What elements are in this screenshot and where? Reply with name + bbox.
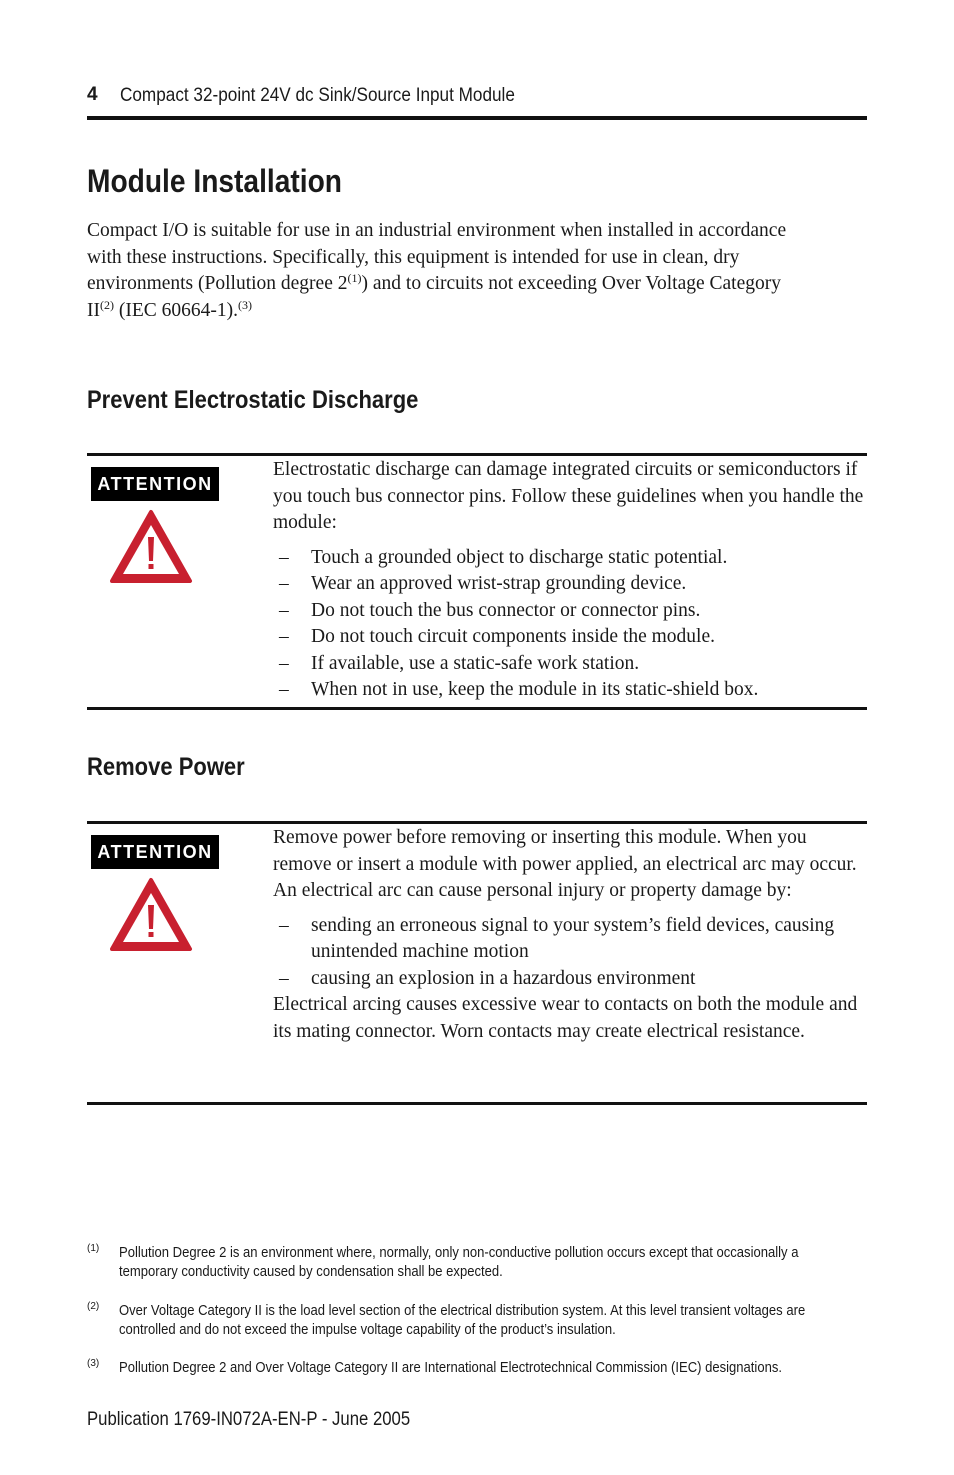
footnote-ref[interactable]: (1) [347, 271, 362, 285]
page-number: 4 [87, 84, 98, 105]
footnote-text: Pollution Degree 2 is an environment where, normally, only non-conductive pollution occurs except that occasionally a [119, 1245, 799, 1261]
page-header [87, 80, 866, 120]
power-attention-box [87, 821, 867, 1105]
intro-text: II [87, 299, 100, 321]
footnote [87, 1359, 867, 1378]
list-item-text: sending an erroneous signal to your system’s field devices, causing unintended machine motion [311, 914, 835, 962]
list-item-text: Do not touch the bus connector or connector pins. [311, 599, 701, 621]
list-item-text: causing an explosion in a hazardous environment [311, 967, 696, 989]
intro-text: environments (Pollution degree 2 [87, 273, 348, 294]
header-rule [87, 116, 867, 120]
power-text [273, 825, 867, 1045]
list-item [273, 913, 867, 966]
dash-bullet: – [279, 652, 289, 674]
esd-intro: Electrostatic discharge can damage integrated circuits or semiconductors if you touch bus connector pins. Follow these guidelines when you handle the module: [273, 459, 864, 533]
remove-power-heading: Remove Power [87, 753, 245, 781]
intro-line: Compact I/O is suitable for use in an industrial environment when installed in accordance [87, 220, 787, 241]
power-intro: Remove power before removing or inserting this module. When you remove or insert a module with power applied, an electrical arc may occur. An electrical arc can cause personal injury or property damage by: [273, 827, 857, 901]
dash-bullet: – [279, 967, 289, 989]
footnote-text: Over Voltage Category II is the load level section of the electrical distribution system. At this level transient voltages are [119, 1303, 806, 1319]
warning-triangle-icon [109, 508, 193, 584]
list-item-text: Wear an approved wrist-strap grounding device. [311, 573, 687, 594]
intro-line [87, 271, 867, 298]
intro-line: with these instructions. Specifically, this equipment is intended for use in clean, dry [87, 246, 740, 268]
attention-badge: ATTENTION [91, 467, 219, 501]
attention-badge: ATTENTION [91, 835, 219, 869]
footnote-mark: (2) [87, 1301, 100, 1312]
dash-bullet: – [279, 679, 289, 700]
list-item [273, 598, 867, 625]
list-item-text: Touch a grounded object to discharge static potential. [311, 546, 728, 568]
footnote [87, 1244, 867, 1282]
esd-heading: Prevent Electrostatic Discharge [87, 386, 419, 414]
intro-paragraph [87, 218, 867, 324]
footnote-mark: (3) [87, 1358, 100, 1369]
footnote-text: controlled and do not exceed the impulse voltage capability of the product’s insulation. [119, 1322, 616, 1338]
footnote-text: Pollution Degree 2 and Over Voltage Category II are International Electrotechnical Commission (IEC) designations. [119, 1360, 783, 1376]
dash-bullet: – [279, 914, 289, 936]
list-item [273, 651, 867, 678]
list-item [273, 545, 867, 572]
dash-bullet: – [279, 599, 289, 621]
list-item [273, 677, 867, 704]
section-title: Module Installation [87, 163, 343, 199]
publication-footer: Publication 1769-IN072A-EN-P - June 2005 [87, 1409, 411, 1430]
esd-guidelines-list [273, 545, 867, 704]
footnote [87, 1302, 867, 1340]
footnote-ref[interactable]: (3) [238, 297, 253, 312]
list-item [273, 624, 867, 651]
warning-triangle-icon [109, 876, 193, 952]
power-hazards-list [273, 913, 867, 993]
list-item-text: If available, use a static-safe work station. [311, 652, 640, 674]
list-item-text: Do not touch circuit components inside the module. [311, 626, 716, 647]
intro-text: ) and to circuits not exceeding Over Voltage Category [361, 273, 781, 294]
dash-bullet: – [279, 546, 289, 568]
intro-line [87, 298, 867, 325]
footnote-ref[interactable]: (2) [100, 297, 114, 312]
dash-bullet: – [279, 626, 289, 647]
esd-attention-box [87, 453, 867, 710]
list-item [273, 571, 867, 598]
intro-text: (IEC 60664-1). [114, 299, 239, 321]
footnote-mark: (1) [87, 1243, 100, 1254]
running-title: Compact 32-point 24V dc Sink/Source Input Module [120, 84, 515, 106]
list-item-text: When not in use, keep the module in its static-shield box. [311, 679, 759, 700]
esd-text [273, 457, 867, 704]
footnote-text: temporary conductivity caused by condensation shall be expected. [119, 1264, 503, 1280]
power-closing: Electrical arcing causes excessive wear to contacts on both the module and its mating connector. Worn contacts may create electrical resistance. [273, 994, 858, 1042]
dash-bullet: – [279, 573, 289, 594]
list-item [273, 966, 867, 993]
